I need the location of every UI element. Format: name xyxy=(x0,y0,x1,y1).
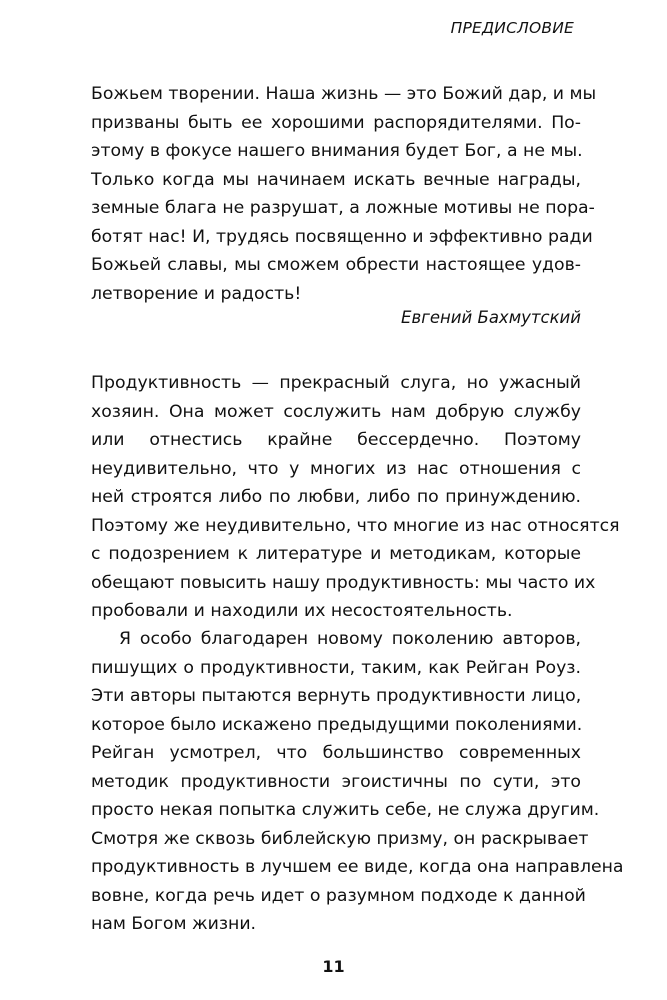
text-line: Я особо благодарен новому поколению авторов, xyxy=(119,629,581,649)
text-line: продуктивность в лучшем ее виде, когда она направлена xyxy=(91,857,624,877)
text-line: Только когда мы начинаем искать вечные награды, xyxy=(91,169,581,190)
text-line: пишущих о продуктивности, таким, как Рейган Роуз. xyxy=(91,657,581,678)
author-signature: Евгений Бахмутский xyxy=(401,308,581,327)
text-line: этому в фокусе нашего внимания будет Бог, а не мы. xyxy=(91,141,583,161)
text-line: призваны быть ее хорошими распорядителями. По- xyxy=(91,112,581,133)
text-line: обещают повысить нашу продуктивность: мы часто их xyxy=(91,572,596,593)
text-line: летворение и радость! xyxy=(91,283,302,304)
foreword-closing-paragraph xyxy=(91,80,597,308)
text-line: Эти авторы пытаются вернуть продуктивности лицо, xyxy=(91,686,582,706)
body-paragraph-2 xyxy=(91,625,624,939)
page-number: 11 xyxy=(322,957,345,976)
text-line: вовне, когда речь идет о разумном подходе к данной xyxy=(91,885,586,906)
text-line: нам Богом жизни. xyxy=(91,914,257,934)
text-line: ботят нас! И, трудясь посвященно и эффективно ради xyxy=(91,226,593,247)
text-line: Божьем творении. Наша жизнь — это Божий дар, и мы xyxy=(91,84,597,104)
body-paragraph-1 xyxy=(91,369,620,626)
text-line: просто некая попытка служить себе, не служа другим. xyxy=(91,800,600,820)
text-line: Рейган усмотрел, что большинство современных xyxy=(91,743,581,763)
text-line: которое было искажено предыдущими поколениями. xyxy=(91,714,583,735)
text-line: Продуктивность — прекрасный слуга, но ужасный xyxy=(91,373,581,393)
text-line: методик продуктивности эгоистичны по сути, это xyxy=(91,771,581,792)
text-line: ней строятся либо по любви, либо по принуждению. xyxy=(91,487,581,507)
text-line: Поэтому же неудивительно, что многие из нас относятся xyxy=(91,515,620,536)
text-line: пробовали и находили их несостоятельность. xyxy=(91,601,513,621)
text-line: Смотря же сквозь библейскую призму, он раскрывает xyxy=(91,828,589,849)
text-line: или отнестись крайне бессердечно. Поэтому xyxy=(91,430,581,450)
running-header: ПРЕДИСЛОВИЕ xyxy=(450,19,574,37)
text-line: неудивительно, что у многих из нас отношения с xyxy=(91,458,581,479)
text-line: Божьей славы, мы сможем обрести настоящее удов- xyxy=(91,255,581,275)
text-line: земные блага не разрушат, а ложные мотивы не пора- xyxy=(91,198,595,218)
text-line: с подозрением к литературе и методикам, которые xyxy=(91,544,581,564)
text-line: хозяин. Она может сослужить нам добрую службу xyxy=(91,401,581,422)
